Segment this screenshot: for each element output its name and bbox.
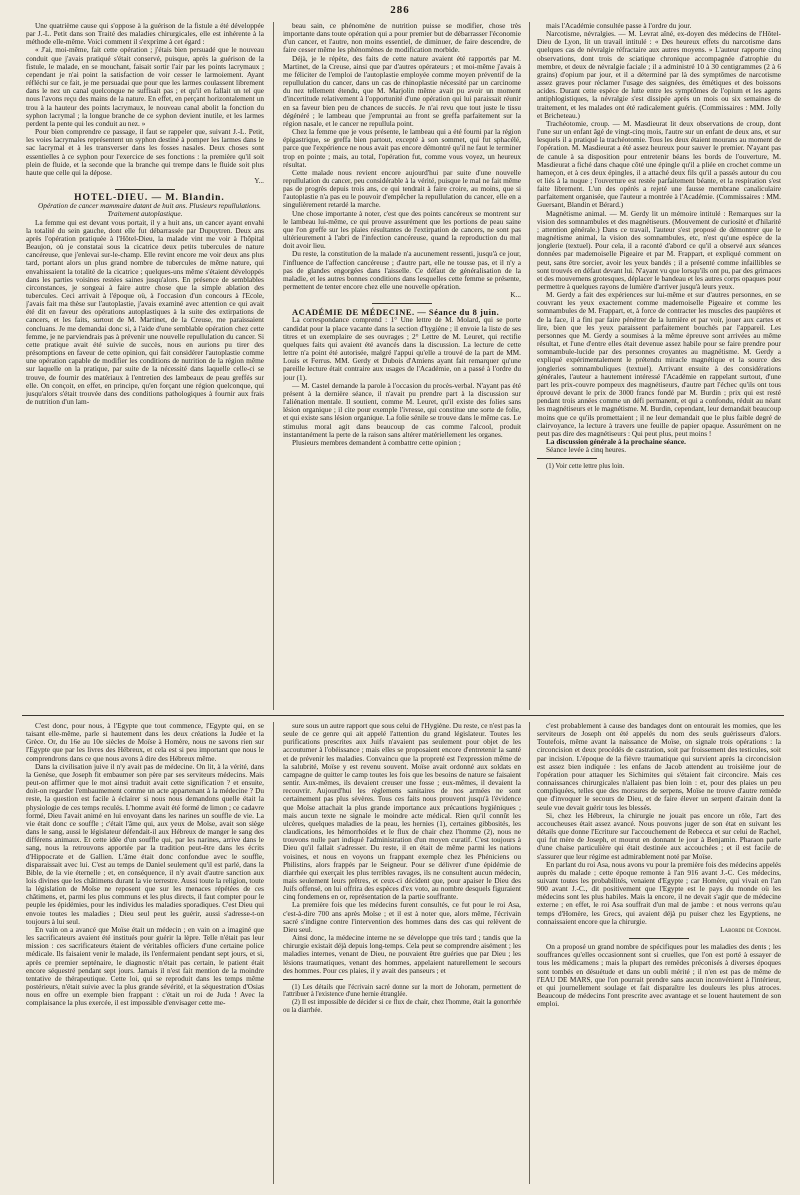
section-divider [629, 938, 689, 939]
footnote: (1) Voir cette lettre plus loin. [546, 463, 625, 471]
section-divider [372, 303, 432, 304]
academy-paragraph: mais l'Académie consultée passe à l'ordre du jour. [546, 22, 692, 30]
footnote-divider [537, 458, 597, 459]
page-number: 286 [390, 4, 410, 16]
academy-paragraph: Trachéotomie, croup. — M. Masdieurat lit deux observations de croup, dont l'une sur un enfant âgé de vingt-cinq mois, l'autre sur un enfant de deux ans, et sur lesquels il a pratiqué la trachéotomie. Tous les deux étaient mourans au moment de l'opération. M. Masdieurat a été assez heureux pour sauver le premier. N'ayant pas de canule à sa disposition pour entretenir béans les bords de l'ouverture, M. Masdieurat a fiché dans chaque côté une épingle qu'il a pliée en crochet comme un hameçon, et à ces deux épingles, il a attaché deux fils qu'il a passés autour du cou et liés à la nuque ; l'ouverture est restée parfaitement béante, et la respiration s'est faite librement. L'un des opérés a rejeté une fausse membrane canaliculaire parfaitement organisée, que l'auteur a montrée à l'Académie. (Commissaires : MM. Guersant, Blandin et Bérard.) [537, 118, 781, 210]
footnote-divider [283, 979, 343, 980]
footnote: (1) Les détails que l'écrivain sacré donne sur la mort de Johoram, permettent de l'attribuer à l'existence d'une hernie étranglée. [283, 983, 521, 999]
column-rule [273, 22, 274, 710]
hotel-dieu-paragraph: La femme qui est devant vous portait, il y a huit ans, un cancer ayant envahi la totalité du sein gauche, dont elle fut débarrassée par Dupuytren. Deux ans après l'opération pratiquée à l'Hôtel-Dieu, la malade vint me voir à l'hôpital Beaujon, où je constatai sous la cicatrice deux petits tubercules de nature cancéreuse, que j'enlevai sur-le-champ. Elle revint encore me voir deux ans plus tard, portant alors un plus grand nombre de tubercules de même nature, qui envahissaient la totalité de la cicatrice ; quelques-uns même s'étaient développés dans les parties voisines restées saines jusqu'alors. En présence de semblables circonstances, je songeai à faire autre chose que la simple ablation des tubercules. Ceci arrivait à l'époque où, à l'occasion d'un concours à l'Ecole, j'avais fait ma thèse sur l'autoplastie, j'avais examiné avec attention ce qui avait été dit en faveur des opérations autoplastiques à la suite des extirpations de cancers, et les faits, surtout de M. Martinet, de la Creuse, me paraissaient concluans. Je me demandai donc si, à l'aide d'une semblable opération chez cette femme, je ne parviendrais pas à prévenir une nouvelle repullulation du cancer. Si cette pratique avait été suivie de succès, nous en aurions pu tirer des présomptions en faveur de cette opinion, qui fait considérer l'autoplastie comme une opération capable de modifier les conditions de nutrition de la région même sur laquelle on la pratique, par suite de la nécessité dans laquelle celle-ci se trouve, de fournir des matériaux à l'entretien des lambeaux de peau greffés sur elle. On conçoit, en effet, en principe, qu'en forçant une région quelconque, qui jusqu'alors s'était trouvée dans des conditions pathologiques à fournir aux frais de nutrition d'un lam- [26, 217, 264, 407]
hotel-dieu-paragraph: Cette malade nous revient encore aujourd'hui par suite d'une nouvelle repullulation du cancer, peu considérable à la vérité, puisque le mal ne fait même pas de progrès depuis trois ans, ce qui tendrait à faire croire, au moins, que si l'autoplastie n'a pas eu le pouvoir d'empêcher la repullulation du cancer, elle en a singulièrement retardé la marche. [283, 167, 521, 210]
discussion-notice: La discussion générale à la prochaine séance. [546, 436, 686, 446]
history-paragraph: La première fois que les médecins furent consultés, ce fut pour le roi Asa, c'est-à-dire 700 ans après Moïse ; et il est à noter que, alors même, l'écrivain sacré s'indigne contre l'intervention des hommes dans des cas qui relèvent de Dieu seul. [283, 900, 521, 934]
academy-paragraph: Narcotisme, névralgies. — M. Levrat aîné, ex-doyen des médecins de l'Hôtel-Dieu de Lyon, lit un travail intitulé : « Des heureux effets du narcotisme dans quelques cas de névralgie réfractaire aux autres moyens. » L'auteur rapporte cinq observations, dont trois de sciatique chronique accompagnée d'atrophie du membre, et deux de névralgie faciale ; il a administré 10 à 30 centigrammes (2 à 6 grains) d'opium par jour, et il a déterminé par là des symptômes de narcotisme assez graves pour réclamer l'usage des saignées, des émétiques et des boissons acides. Durant cette espèce de lutte entre les symptômes de l'opium et les agens antiphlogistiques, la névralgie s'est dissipée après un mois ou six semaines de traitement, et les malades ont été radicalement guéris. (Commissaires : MM. Jolly et Bricheteau.) [537, 29, 781, 120]
hotel-dieu-paragraph: Du reste, la constitution de la malade n'a aucunement ressenti, jusqu'à ce jour, l'influence de l'affection cancéreuse ; d'autre part, elle ne tousse pas, et il n'y a pas de glandes engorgées dans l'aisselle. Ce défaut de généralisation de la maladie, et les autres bonnes conditions dans lesquelles cette femme se présente, permettent de tenter encore chez elle une nouvelle opération. [283, 249, 521, 291]
top-column-3 [537, 22, 781, 710]
history-paragraph: Dans la civilisation juive il n'y avait pas de médecine. On lit, à la vérité, dans la Genèse, que Joseph fit embaumer son père par ses serviteurs médecins. Mais peut-on affirmer que le mot ainsi traduit avait cette signification ? et ensuite, doit-on regarder l'embaumement comme un acte appartenant à la médecine ? Du reste, la question est facile à éclairer si nous nous demandons quelle était la physiologie de ces temps reculés. L'homme avait été formé de limon ; ce cadavre formé, Dieu l'avait animé en lui envoyant dans les narines un souffle de vie. La vie était donc ce souffle ; c'était l'âme qui, aux yeux de Moïse, avait son siège dans le sang, aussi le législateur défendait-il aux Hébreux de manger le sang des différens animaux. Et cette idée d'un souffle qui, par les narines, arrive dans le sang, nous la retrouvons apportée par la tradition peut-être dans les écrits d'Hippocrate et de Gallien. L'âme était donc confondue avec le souffle, disparaissait avec lui. C'est au temps de Daniel seulement qu'il est parlé, dans la Bible, de la vie éternelle ; et, en conséquence, il n'y avait d'autre sanction aux lois divines que les châtimens durant la vie terrestre. Aussi toute la religion, toute la législation de Moïse ne reposent que sur les menaces répétées de ces châtimens, et, parmi les plus communs et les plus directs, il faut compter pour le peuple les épidémies, pour les individus les maladies sporadiques. C'est Dieu qui envoie toutes les maladies ; Dieu seul peut les guérir, aussi s'adresse-t-on toujours à lui seul. [26, 761, 264, 926]
hotel-dieu-paragraph: Une chose importante à noter, c'est que des points cancéreux se montrent sur le lambeau lui-même, ce qui prouve assurément que les portions de peau saine que l'on greffe sur les plaies résultantes de l'extirpation de cancers, ne sont pas ultérieurement à l'abri de l'infection cancéreuse, quand la reproduction du mal doit avoir lieu. [283, 208, 521, 251]
section-divider [115, 189, 175, 190]
section-rule [22, 715, 784, 716]
top-column-2 [283, 22, 521, 710]
session-close: Séance levée à cinq heures. [546, 445, 627, 455]
author-signature: Laborde de Condom. [720, 924, 781, 934]
footnote: (2) Il est impossible de décider si ce flux de chair, chez l'homme, était la gonorrhée ou la diarrhée. [283, 999, 521, 1014]
academy-paragraph: — M. Castel demande la parole à l'occasion du procès-verbal. N'ayant pas été présent à la dernière séance, il n'avait pu prendre part à la discussion sur l'aliénation mentale. Il soutient, comme M. Leuret, qu'il existe des folies sans lésion organique ; il cite pour exemple l'ivresse, qui constitue une sorte de folie, et qui existe sans lésion organique. La folie sénile se trouve dans le même cas. Le stimulus moral agit dans beaucoup de cas comme l'alcool, produit instantanément la perte de la raison sans altérer matériellement les organes. [283, 380, 521, 439]
history-paragraph: C'est donc, pour nous, à l'Egypte que tout commence, l'Egypte qui, en se taisant elle-même, parle si hautement dans les deux créations la Judée et la Grèce. Or, du 16e au 10e siècles de Moïse à Homère, nous ne savons rien sur l'Egypte que par les livres des Hébreux, et cela est si peu important que nous le comprendrons dans ce que nous avons à dire des Hébreux même. [26, 722, 264, 763]
column-rule [273, 722, 274, 1184]
academy-paragraph: La correspondance comprend : 1° Une lettre de M. Molard, qui se porte candidat pour la place vacante dans la section d'hygiène ; il envoie la liste de ses titres et un exemplaire de ses ouvrages ; 2° Lettre de M. Leuret, qui rectifie quelques faits qui avaient été avancés dans la discussion. La lecture de cette lettre n'a point été autorisée, malgré l'appui qu'elle a trouvé de la part de MM. Louis et Ferrus. MM. Gerdy et Dubois d'Amiens ayant fait remarquer qu'une pareille lecture était contraire aux usages de l'Académie, on a passé à l'ordre du jour (1). [283, 315, 521, 382]
hotel-dieu-paragraph: Chez la femme que je vous présente, le lambeau qui a été fourni par la région épigastrique, se greffa bien partout, excepté à son sommet, qui fut sphacélé, parce que l'expérience ne nous avait pas encore démontré qu'il ne faut le terminer trop en pointe ; mais, au total, l'opération fut, comme vous voyez, un heureux résultat. [283, 127, 521, 169]
column-rule [529, 722, 530, 1184]
advertisement-paragraph: On a proposé un grand nombre de spécifiques pour les maladies des dents ; les souffrances qu'elles occasionnent sont si cruelles, que l'on est porté à essayer de tous les médicamens ; mais la plupart des remèdes préconisés à diverses époques sont tombés en désuétude et dans un oubli mérité ; il n'en est pas de même de l'EAU DE MARS, que l'on pourrait prendre sans aucun inconvénient à l'intérieur, et qui journellement soulage et fait disparaître les douleurs les plus atroces. Beaucoup de médecins l'ont prescrite avec avantage et se louent hautement de son emploi. [537, 942, 781, 1009]
bottom-column-3 [537, 722, 781, 1184]
history-paragraph: c'est probablement à cause des bandages dont on entourait les momies, que les serviteurs de Joseph ont été appelés du nom des seuls guérisseurs d'alors. Toutefois, même avant la naissance de Moïse, on signale trois opérations : la circoncision et deux procédés de castration, soit par froissement des testicules, soit par incision. L'époque de la fièvre traumatique qui survient après la circoncision est assez bien indiquée : les enfans de Jacob attendent au troisième jour de l'opération pour attaquer les Sichimites qui s'étaient fait circoncire. Mais ces connaissances chirurgicales n'allaient pas bien loin : et, pour des plaies un peu compliquées, telles que des morsures de serpens, Moïse ne trouve d'autre remède que d'invoquer le secours de Dieu, et de faire élever un serpent d'airain dont la seule vue devait guérir tous les blessés. [537, 722, 781, 812]
intro-paragraph: Pour bien comprendre ce passage, il faut se rappeler que, suivant J.-L. Petit, les voies lacrymales représentent un syphon destiné à pomper les larmes dans le sac lacrymal et à les transverser dans les fosses nasales. Deux choses sont essentielles à ce syphon pour l'exercice de ses fonctions : la première qu'il soit plein de fluide, et la seconde que la branche qui trempe dans le fluide soit plus haute que celle qui la dépose. [26, 127, 264, 177]
academy-paragraph: M. Gerdy a fait des expériences sur lui-même et sur d'autres personnes, en se couvrant les yeux exactement comme mademoiselle Pigeaire et comme les somnambules de M. Frappart, et, à force de contracter les muscles des paupières et de la face, il a fini par faire pénétrer de la lumière et par voir, jouer aux cartes et lire, bien que les yeux paraissent parfaitement bouchés par l'appareil. Les personnes que M. Gerdy a soumises à la même épreuve sont arrivées au même résultat, et l'une d'entre elles était devenue assez habile pour se faire prendre pour somnambule-lucide par des personnes croyantes au magnétisme. M. Gerdy a expliqué expérimentalement le prétendu miracle magnétique et la source des jongleries somnambuliques (textuel). Arrivant ensuite à des considérations générales, l'auteur a hautement intéressé l'Académie en rappelant surtout, d'une part les prix-couvre pompeux des magnétiseurs, d'autre part l'échec qu'ils ont tous éprouvé devant le prix de 3000 francs fondé par M. Burdin ; prix qui est resté pendant trois années comme un défi permanent, et qui a confondu, réduit au néant les magnétiseurs et le magnétisme. M. Burdin, cependant, leur demandait beaucoup moins que ce qu'ils promettaient ; il ne leur demandait que le plus faible degré de clairvoyance, la lecture à travers une feuille de papier opaque. Assurément on ne peut pas dire des magnétiseurs : Qui peut plus, peut moins ! [537, 290, 781, 438]
intro-paragraph: Une quatrième cause qui s'oppose à la guérison de la fistule a été développée par J.-L. Petit dans son Traité des maladies chirurgicales, elle est inhérente à la méthode elle-même. Voici comment il s'exprime à cet égard : [26, 22, 264, 47]
column-rule [529, 22, 530, 710]
intro-paragraph: « J'ai, moi-même, fait cette opération ; j'étais bien persuadé que le nouveau conduit que j'avais pratiqué s'était conservé, puisque, après la guérison de la fistule, le malade, en se mouchant, faisait sortir l'air par les points lacrymaux ; cependant je n'ai point la satisfaction de voir cesser le larmoiement. Ayant réfléchi sur ce fait, je me persuadai que pour que les larmes coulassent librement dans le nez un canal quelconque ne suffisait pas ; et qu'il en fallait un tel que nous l'avons reçu des mains de la nature. En effet, en perçant horizontalement un trou à la hauteur des points lacrymaux, le nouveau canal abolit la fonction du syphon lacrymal ; la longue branche de ce syphon devient inutile, et les larmes perdent la pente qui les conduit au nez. » [26, 45, 264, 128]
academy-paragraph: Magnétisme animal. — M. Gerdy lit un mémoire intitulé : Remarques sur la vision des somnambules et des magnétiseurs. (Mouvement de curiosité et d'hilarité ; attention générale.) Dans ce travail, l'auteur s'est proposé de démontrer que le magnétisme animal, la vision des somnambules, etc, n'est qu'une espèce de la jonglerie (textuel). Pour cela, il a raconté d'abord ce qu'il a observé aux séances données par mademoiselle Pigeaire et par M. Frappart, et expliqué comment on peut, sans être sorcier, avoir les yeux bandés ; il a présenté comme infaillibles se sont trouvés en défaut devant lui. N'ayant vu que lorsqu'ils ont pu, par des grimaces et des mouvemens grotesques, déplacer le bandeau et les autres corps opaques pour permettre à quelques rayons de lumière d'arriver jusqu'à leurs yeux. [537, 208, 781, 291]
history-paragraph: Si, chez les Hébreux, la chirurgie ne jouait pas encore un rôle, l'art des accoucheuses était assez avancé. Nous pouvons juger de son état en suivant les détails que donne l'Ecriture sur l'accouchement de Rebecca et sur celui de Rachel, qui fut mère de Joseph, et mourut en donnant le jour à Benjamin. Pharaon parle d'une chaise particulière qui était destinée aux accouchées ; et il est facile de s'assurer que leur régime est admirablement noté par Moïse. [537, 810, 781, 861]
hotel-dieu-paragraph: beau sain, ce phénomène de nutrition puisse se modifier, chose très importante dans toute opération qui a pour premier but de débarrasser l'économie d'un cancer, et l'autre, non moins essentiel, de diminuer, de faire descendre, de faire cesser même les phénomènes de modification morbide. [283, 22, 521, 55]
history-paragraph: sure sous un autre rapport que sous celui de l'Hygiène. Du reste, ce n'est pas la seule de ce genre qui ait appelé l'attention du grand législateur. Toutes les purifications prescrites aux Juifs n'avaient pas seulement pour objet de les accoutumer à l'obéissance ; mais elles se proposaient encore d'entretenir la santé et de prévenir les maladies. Convaincu que la propreté est l'expression même de la salubrité, Moïse y est revenu souvent. Moïse avait ordonné aux soldats en campagne de quitter le camp toutes les fois que les besoins de nature se faisaient sentir. Aux-mêmes, ils devaient creuser une fosse ; eux-mêmes, il devaient la recouvrir. Aujourd'hui les règlemens sanitaires de nos armées ne sont certainement pas plus sévères. Tous ces faits nous prouvent jusqu'à l'évidence que Moïse attachait la plus grande importance aux précautions hygiéniques ; mais aucun texte ne signale le moindre acte médical. Rien qu'il connût les ulcères, quelques maladies de la peau, les hernies (1), certaines gibbosités, les claudications, les hémorrhoïdes et le flux de chair chez l'homme (2), nous ne trouvons nulle part indiqué l'administration d'un moyen curatif. C'est toujours à Dieu qu'il fallait s'adresser. Du reste, il en était de même parmi les nations voisines, et nous en voyons un frappant exemple chez les Phéniciens ou Philistins, alors frappés par le Seigneur. Pour se délivrer d'une épidémie de diarrhée qui exerçait les plus terribles ravages, ils ne consultent aucun médecin, mais seulement leurs prêtres, et ceux-ci décident que, pour apaiser le Dieu des Juifs offensé, on lui offrira des espèces d'ex voto, au nombre desquels figuraient cinq fondemens en or, représentation de la partie souffrante. [283, 722, 521, 902]
history-paragraph: En parlant du roi Asa, nous avons vu pour la première fois des médecins appelés auprès du malade ; cette époque remonte à l'an 916 avant J.-C. Ces médecins, suivant toutes les probabilités, venaient d'Egypte ; car Homère, qui vivait en l'an 900 avant J.-C., dit positivement que l'Egypte est le pays du monde où les médecins sont les plus habiles. Mais la encore, il ne devait s'agir que de médecine externe ; en effet, le roi Asa souffrait d'un mal de jambe : et nous verrons qu'au temps d'Homère, les Grecs, qui avaient déjà pu puiser chez les Egyptiens, ne connaissaient encore que la chirurgie. [537, 859, 781, 926]
hotel-dieu-subtitle: Opération de cancer mammaire datant de huit ans. Plusieurs repullulations. Traitement autoplastique. [37, 201, 261, 219]
hotel-dieu-title: HOTEL-DIEU. — M. Blandin. [74, 193, 225, 204]
academy-paragraph: Plusieurs membres demandent à combattre cette opinion ; [292, 437, 461, 447]
bottom-column-1 [26, 722, 264, 1184]
academy-title: ACADÉMIE DE MÉDECINE. — Séance du 8 juin. [292, 307, 500, 318]
intro-signature: Y... [254, 175, 264, 185]
hotel-dieu-paragraph: Déjà, je le répète, des faits de cette nature avaient été rapportés par M. Martinet, de la Creuse, ainsi que par d'autres opérateurs ; et moi-même j'avais à me féliciter de l'emploi de l'autoplastie employée comme moyen préventif de la repullulation du cancer, dans un cas de rhinoplastie nécessité par un carcinome du nez tellement étendu, que M. Marjolin même avait pu avoir un moment d'incertitude relativement à l'opportunité d'une opération qui lui paraissait réunir en sa faveur bien peu de chances de succès. Je n'ai revu que tout juste le tissu dégénéré ; le lambeau que j'empruntai au front se greffa parfaitement sur la région nasale, et le cancer ne repullula point. [283, 53, 521, 128]
hotel-dieu-signature: K... [510, 290, 521, 300]
history-paragraph: En vain on a avancé que Moïse était un médecin ; en vain on a imaginé que les sacrificateurs avaient été institués pour guérir la lèpre. Telle n'était pas leur mission : ces sacrificateurs étaient de véritables officiers d'une certaine police médicale. Ils faisaient venir le malade, ils l'enfermaient pendant sept jours, et si, après ce premier septénaire, le diagnostic n'était pas certain, le patient était encore séquestré pendant sept jours. Jamais il n'est fait mention de la moindre tentative de thérapeutique. Cette loi, qui se reproduit dans les temps même postérieurs, n'était suivie avec la plus grande sévérité, et la séquestration d'Osias nous en offre un exemple bien frappant : c'était un roi de Juda ! Avec la complaisance la plus exercée, il est impossible d'envisager cette me- [26, 924, 264, 1008]
top-column-1 [26, 22, 264, 710]
bottom-column-2 [283, 722, 521, 1184]
history-paragraph: Ainsi donc, la médecine interne ne se développe que très tard ; tandis que la chirurgie existait déjà depuis long-temps. Cela peut se comprendre aisément ; les maladies internes, venant de Dieu, ne pouvaient être guéries que par Dieu ; les lésions traumatiques, venant des hommes, appelaient naturellement le secours des hommes. Pour ces plaies, il y avait des panseurs ; et [283, 933, 521, 975]
